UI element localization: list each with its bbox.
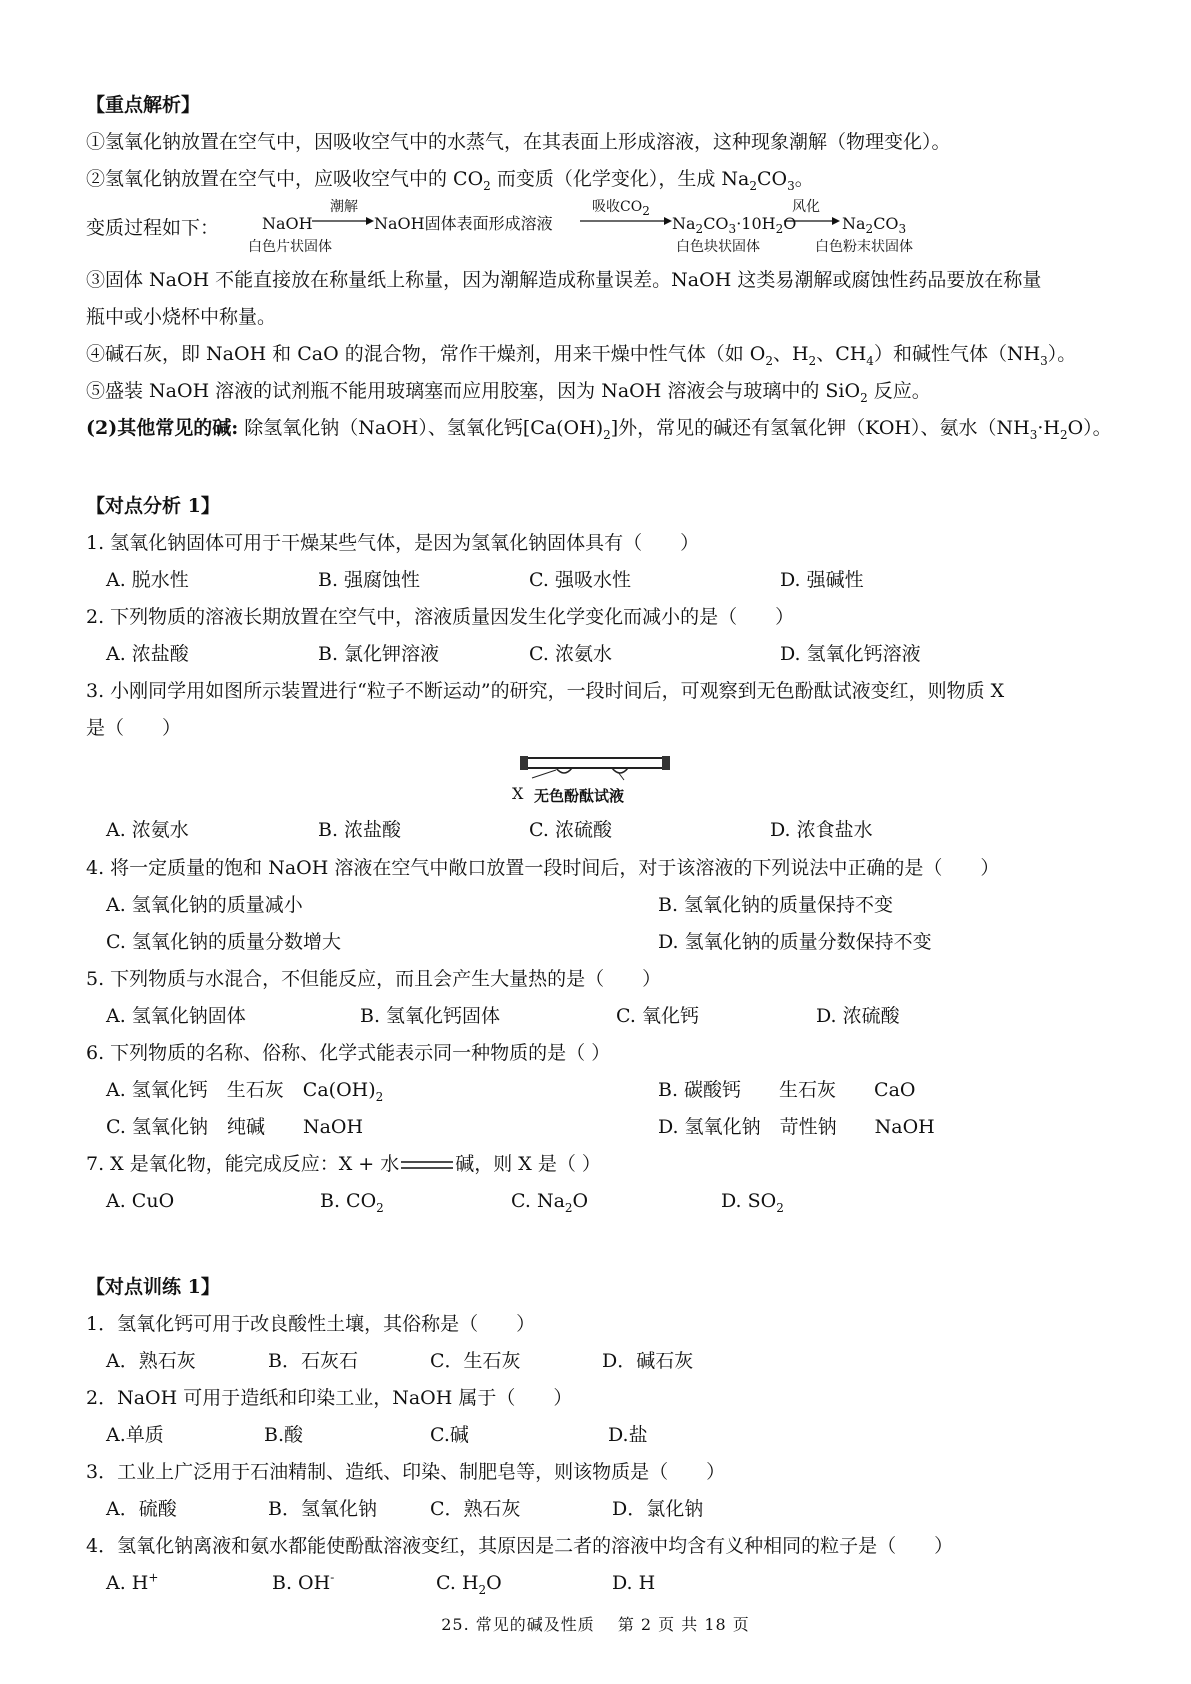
arrow-label-absorb-co2: 吸收$CO_2$ — [592, 199, 650, 218]
process-note-flake: 白色片状固体 — [248, 239, 332, 255]
process-step-decahydrate: $Na_2CO_3\cdot 10H_2O$ — [672, 214, 797, 237]
q4-option-d[interactable]: D. 氢氧化钠的质量分数保持不变 — [658, 931, 932, 953]
q7-option-a[interactable]: A. CuO — [106, 1190, 175, 1212]
question-7: 7. X 是氧化物，能完成反应：X + 水 碱，则 X 是（ ） — [86, 1153, 601, 1175]
process-note-lump: 白色块状固体 — [676, 239, 760, 255]
q4-option-c[interactable]: C. 氢氧化钠的质量分数增大 — [106, 931, 341, 953]
process-step-naoh: NaOH — [262, 214, 313, 233]
q4-option-a[interactable]: A. 氢氧化钠的质量减小 — [106, 894, 303, 916]
question-2: 2. 下列物质的溶液长期放置在空气中，溶液质量因发生化学变化而减小的是（ ） — [86, 606, 795, 628]
section-header-analysis1: 【对点分析 1】 — [86, 495, 220, 517]
q1-option-b[interactable]: B. 强腐蚀性 — [318, 569, 421, 591]
q2-option-a[interactable]: A. 浓盐酸 — [106, 643, 189, 665]
page-footer: 25. 常见的碱及性质 第 2 页 共 18 页 — [441, 1615, 750, 1634]
tq4-option-a[interactable]: A. H+ — [106, 1570, 159, 1594]
q2-option-b[interactable]: B. 氯化钾溶液 — [318, 643, 440, 665]
q4-option-b[interactable]: B. 氢氧化钠的质量保持不变 — [658, 894, 894, 916]
analysis-point-4: ④碱石灰，即 NaOH 和 CaO 的混合物，常作干燥剂，用来干燥中性气体（如 $O_2$、$H_2$、$CH_4$）和碱性气体$(NH_3)$。 — [86, 343, 1077, 368]
q6-option-a[interactable]: A. 氢氧化钙 生石灰 $Ca(OH)_2$ — [106, 1079, 384, 1104]
analysis-point-1: ①氢氧化钠放置在空气中，因吸收空气中的水蒸气，在其表面上形成溶液，这种现象潮解（物理变化）。 — [86, 131, 951, 153]
q1-option-c[interactable]: C. 强吸水性 — [529, 569, 631, 591]
arrow-3-icon — [784, 216, 840, 226]
q6-option-d[interactable]: D. 氢氧化钠 苛性钠 NaOH — [658, 1116, 935, 1138]
q5-option-c[interactable]: C. 氧化钙 — [616, 1005, 699, 1027]
tq3-option-d[interactable]: D．氯化钠 — [612, 1498, 704, 1520]
q5-option-d[interactable]: D. 浓硫酸 — [816, 1005, 900, 1027]
q2-option-d[interactable]: D. 氢氧化钙溶液 — [780, 643, 921, 665]
process-step-na2co3: $Na_2CO_3$ — [842, 214, 907, 237]
tq3-option-b[interactable]: B．氢氧化钠 — [268, 1498, 377, 1520]
training-question-1: 1．氢氧化钙可用于改良酸性土壤，其俗称是（ ） — [86, 1313, 536, 1335]
q5-option-b[interactable]: B. 氢氧化钙固体 — [360, 1005, 501, 1027]
equals-sign-icon — [401, 1159, 453, 1171]
tq4-option-b[interactable]: B. OH- — [272, 1570, 335, 1594]
figure-label-phenolphthalein: 无色酚酞试液 — [534, 787, 625, 805]
tq1-option-c[interactable]: C．生石灰 — [430, 1350, 521, 1372]
q3-option-b[interactable]: B. 浓盐酸 — [318, 819, 402, 841]
q3-option-c[interactable]: C. 浓硫酸 — [529, 819, 612, 841]
figure-label-x: X — [512, 784, 524, 803]
tq2-option-b[interactable]: B.酸 — [264, 1424, 304, 1446]
question-6: 6. 下列物质的名称、俗称、化学式能表示同一种物质的是（ ） — [86, 1042, 611, 1064]
tq4-option-c[interactable]: C. $H_2O$ — [436, 1572, 502, 1597]
q1-option-d[interactable]: D. 强碱性 — [780, 569, 864, 591]
analysis-point-3-line1: ③固体 NaOH 不能直接放在称量纸上称量，因为潮解造成称量误差。NaOH 这类易潮解或腐蚀性药品要放在称量 — [86, 269, 1042, 291]
q6-option-c[interactable]: C. 氢氧化钠 纯碱 NaOH — [106, 1116, 364, 1138]
arrow-2-icon — [580, 216, 672, 226]
section-header-analysis: 【重点解析】 — [86, 94, 201, 116]
q7-option-d[interactable]: D. $SO_2$ — [721, 1190, 784, 1215]
process-label: 变质过程如下： — [86, 217, 220, 239]
process-step-surface-solution: NaOH固体表面形成溶液 — [374, 214, 553, 233]
tq1-option-d[interactable]: D．碱石灰 — [602, 1350, 694, 1372]
q7-option-b[interactable]: B. $CO_2$ — [320, 1190, 384, 1215]
tq1-option-a[interactable]: A．熟石灰 — [106, 1350, 196, 1372]
tq1-option-b[interactable]: B．石灰石 — [268, 1350, 358, 1372]
q5-option-a[interactable]: A. 氢氧化钠固体 — [106, 1005, 246, 1027]
q2-option-c[interactable]: C. 浓氨水 — [529, 643, 612, 665]
training-question-3: 3．工业上广泛用于石油精制、造纸、印染、制肥皂等，则该物质是（ ） — [86, 1461, 726, 1483]
arrow-label-deliquesce: 潮解 — [330, 199, 358, 215]
analysis-point-2: ②氢氧化钠放置在空气中，应吸收空气中的 $CO_2$ 而变质（化学变化），生成 $Na_2CO_3$。 — [86, 168, 814, 193]
q1-option-a[interactable]: A. 脱水性 — [106, 569, 189, 591]
question-4: 4. 将一定质量的饱和 NaOH 溶液在空气中敞口放置一段时间后，对于该溶液的下列说法中正确的是（ ） — [86, 857, 1000, 879]
tq2-option-c[interactable]: C.碱 — [430, 1424, 469, 1446]
tq2-option-d[interactable]: D.盐 — [608, 1424, 648, 1446]
tq3-option-c[interactable]: C．熟石灰 — [430, 1498, 521, 1520]
q3-option-a[interactable]: A. 浓氨水 — [106, 819, 189, 841]
glass-tube-icon — [520, 752, 670, 782]
analysis-other-bases: (2)其他常见的碱: 除氢氧化钠（NaOH）、氢氧化钙$[Ca(OH)_2]$外，常见的碱还有氢氧化钾（KOH）、氨水$(NH_3\cdot H_2O)$。 — [86, 417, 1112, 442]
arrow-label-weathering: 风化 — [792, 199, 820, 215]
analysis-point-5: ⑤盛装 NaOH 溶液的试剂瓶不能用玻璃塞而应用胶塞，因为 NaOH 溶液会与玻璃中的 SiO$_2$ 反应。 — [86, 380, 931, 405]
q6-option-b[interactable]: B. 碳酸钙 生石灰 CaO — [658, 1079, 916, 1101]
q7-option-c[interactable]: C. $Na_2O$ — [511, 1190, 589, 1215]
section-header-training1: 【对点训练 1】 — [86, 1276, 220, 1298]
tq3-option-a[interactable]: A．硫酸 — [106, 1498, 177, 1520]
question-3-line1: 3. 小刚同学用如图所示装置进行“粒子不断运动”的研究，一段时间后，可观察到无色酚酞试液变红，则物质 X — [86, 680, 1005, 702]
training-question-2: 2．NaOH 可用于造纸和印染工业，NaOH 属于（ ） — [86, 1387, 573, 1409]
question-5: 5. 下列物质与水混合，不但能反应，而且会产生大量热的是（ ） — [86, 968, 662, 990]
tq2-option-a[interactable]: A.单质 — [106, 1424, 164, 1446]
question-3-line2: 是（ ） — [86, 717, 182, 739]
arrow-1-icon — [312, 216, 374, 226]
apparatus-figure — [512, 752, 692, 810]
q3-option-d[interactable]: D. 浓食盐水 — [770, 819, 873, 841]
process-note-powder: 白色粉末状固体 — [815, 239, 913, 255]
training-question-4: 4．氢氧化钠离液和氨水都能使酚酞溶液变红，其原因是二者的溶液中均含有义种相同的粒子是（ ） — [86, 1535, 954, 1557]
tq4-option-d[interactable]: D. H — [612, 1572, 656, 1594]
question-1: 1. 氢氧化钠固体可用于干燥某些气体，是因为氢氧化钠固体具有（ ） — [86, 532, 700, 554]
analysis-point-3-line2: 瓶中或小烧杯中称量。 — [86, 306, 277, 328]
